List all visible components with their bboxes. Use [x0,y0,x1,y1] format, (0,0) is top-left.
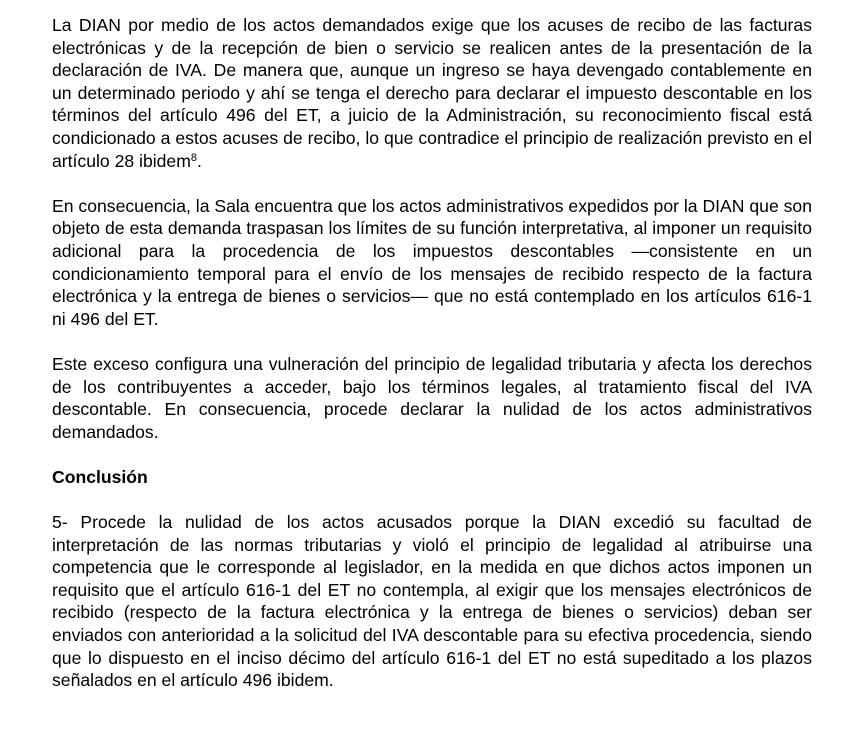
paragraph-2: En consecuencia, la Sala encuentra que los actos administrativos expedidos por la DIAN que son objeto de esta demanda traspasan los límites de su función interpretativa, al imponer un requisito adicional para la procedencia de los impuestos descontables —consistente en un condicionamiento temporal para el envío de los mensajes de recibido respecto de la factura electrónica y la entrega de bienes o servicios— que no está contemplado en los artículos 616-1 ni 496 del ET. [52,195,812,329]
paragraph-spacer [52,443,812,466]
section-heading: Conclusión [52,466,148,487]
paragraph-1-text: La DIAN por medio de los actos demandados exige que los acuses de recibo de las facturas electrónicas y de la recepción de bien o servicio se realicen antes de la presentación de la declaración de IVA. De manera que, aunque un ingreso se haya devengado contablemente en un determinado periodo y ahí se tenga el derecho para declarar el impuesto descontable en los términos del artículo 496 del ET, a juicio de la Administración, su reconocimiento fiscal está condicionado a estos acuses de recibo, lo que contradice el principio de realización previsto en el artículo 28 ibidem [52,15,812,171]
paragraph-spacer [52,172,812,195]
conclusion-paragraph: 5- Procede la nulidad de los actos acusados porque la DIAN excedió su facultad de interpretación de las normas tributarias y violó el principio de legalidad al atribuirse una competencia que le corresponde al legislador, en la medida en que dichos actos imponen un requisito que el artículo 616-1 del ET no contempla, al exigir que los mensajes electrónicos de recibido (respecto de la factura electrónica y la entrega de bienes o servicios) deban ser enviados con anterioridad a la solicitud del IVA descontable para su efectiva procedencia, siendo que lo dispuesto en el inciso décimo del artículo 616-1 del ET no está supeditado a los plazos señalados en el artículo 496 ibidem. [52,512,812,691]
paragraph-3: Este exceso configura una vulneración del principio de legalidad tributaria y afecta los derechos de los contribuyentes a acceder, bajo los términos legales, al tratamiento fiscal del IVA descontable. En consecuencia, procede declarar la nulidad de los actos administrativos demandados. [52,353,812,442]
paragraph-1 [52,14,812,172]
paragraph-spacer [52,330,812,353]
paragraph-1-tail: . [197,150,202,171]
footnote-marker[interactable]: 8 [190,151,197,164]
paragraph-spacer [52,488,812,511]
document-page [52,14,812,692]
